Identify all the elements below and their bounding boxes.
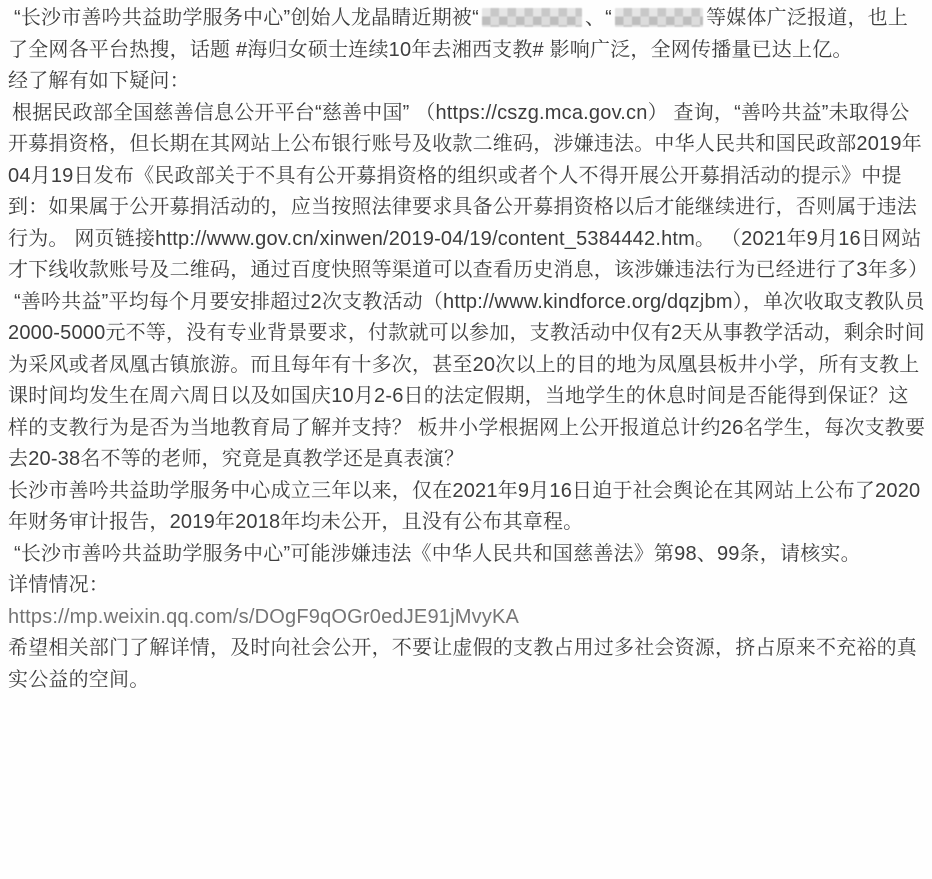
- paragraph-finance-issue: 长沙市善吟共益助学服务中心成立三年以来，仅在2021年9月16日迫于社会舆论在其网站上公布了2020年财务审计报告，2019年2018年均未公开，且没有公布其章程。: [8, 479, 921, 533]
- intro-text-after-redaction: 等媒体广泛报道，也上了全网各平台热搜，话题 #海归女硕士连续10年去湘西支教# 影响广泛，全网传播量已达上亿。: [8, 7, 909, 61]
- detail-link-url: https://mp.weixin.qq.com/s/DOgF9qOGr0edJE91jMvyKA: [8, 605, 520, 628]
- redacted-media-name-1: [482, 8, 582, 27]
- paragraph-closing: 希望相关部门了解详情，及时向社会公开，不要让虚假的支教占用过多社会资源，挤占原来不充裕的真实公益的空间。: [8, 637, 917, 691]
- paragraph-intro: [8, 3, 928, 66]
- detail-label: 详情情况：: [8, 574, 109, 596]
- paragraph-teaching-issue: “善吟共益”平均每个月要安排超过2次支教活动（http://www.kindforce.org/dqzjbm），单次收取支教队员2000-5000元不等，没有专业背景要求，付款就可以参加，支教活动中仅有2天从事教学活动，剩余时间为采风或者凤凰古镇旅游。而且每年有十多次，甚至20次以上的目的地为凤凰县板井小学，所有支教上课时间均发生在周六周日以及如国庆10月2-6日的法定假期，当地学生的休息时间是否能得到保证？这样的支教行为是否为当地教育局了解并支持？ 板井小学根据网上公开报道总计约26名学生，每次支教要去20-38名不等的老师，究竟是真教学还是真表演？: [8, 290, 926, 470]
- intro-text-before-redaction: “长沙市善吟共益助学服务中心”创始人龙晶睛近期被“: [14, 7, 479, 29]
- intro-text-between-redactions: 、“: [584, 7, 613, 29]
- paragraph-law-reference: “长沙市善吟共益助学服务中心”可能涉嫌违法《中华人民共和国慈善法》第98、99条，请核实。: [14, 542, 861, 565]
- paragraph-fundraising-issue: 根据民政部全国慈善信息公开平台“慈善中国” （https://cszg.mca.gov.cn） 查询，“善吟共益”未取得公开募捐资格，但长期在其网站上公布银行账号及收款二维码，涉嫌违法。中华人民共和国民政部2019年04月19日发布《民政部关于不具有公开募捐资格的组织或者个人不得开展公开募捐活动的提示》中提到：如果属于公开募捐活动的，应当按照法律要求具备公开募捐资格以后才能继续进行，否则属于违法行为。 网页链接http://www.gov.cn/xinwen/2019-04/19/content_5384442.htm。 （2021年9月16日网站才下线收款账号及二维码，通过百度快照等渠道可以查看历史消息，该涉嫌违法行为已经进行了3年多）: [8, 101, 929, 281]
- redacted-media-name-2: [615, 8, 703, 27]
- paragraph-questions-lead: 经了解有如下疑问：: [8, 70, 190, 92]
